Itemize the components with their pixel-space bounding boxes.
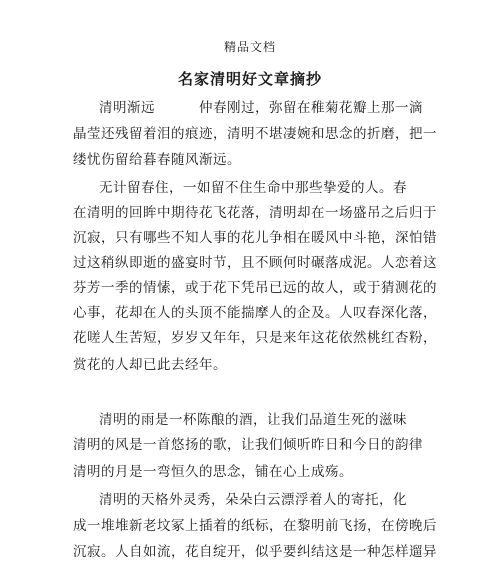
paragraph-line: 心事，花却在人的头顶不能揣摩人的企及。人叹春深化落， — [73, 305, 437, 321]
paragraph-line: 沉寂。人自如流，花自绽开，似乎要纠结这是一种怎样遛异 — [73, 544, 437, 560]
paragraph-line: 清明的雨是一杯陈酿的酒，让我们品道生死的滋味 — [99, 412, 407, 428]
paragraph-line: 过这稍纵即逝的盛宴时节，且不顾何时碾落成泥。人恋着这 — [73, 255, 437, 271]
paragraph-line: 芬芳一季的情愫，或于花下凭吊已远的故人，或于猜测花的 — [73, 280, 437, 296]
paragraph-line: 缕忧伤留给暮春随风渐远。 — [73, 152, 241, 168]
paragraph-line: 清明的月是一弯恒久的思念，铺在心上成殇。 — [73, 464, 353, 480]
section-subtitle: 清明渐远 — [99, 100, 155, 116]
paragraph-line: 仲春刚过，弥留在稚菊花瓣上那一滴 — [199, 100, 423, 116]
paragraph-line: 无计留春住，一如留不住生命中那些挚爱的人。春 — [99, 180, 407, 196]
paragraph-line: 在清明的回眸中期待花飞花落，清明却在一场盛吊之后归于 — [73, 205, 437, 221]
paragraph-line: 成一堆堆新老坟冢上插着的纸标，在黎明前飞扬，在傍晚后 — [73, 518, 437, 534]
paragraph-line: 赏花的人却已此去经年。 — [73, 357, 227, 373]
paragraph-line: 沉寂，只有哪些不知人事的花儿争相在暖风中斗艳，深怕错 — [73, 230, 437, 246]
page-header: 精品文档 — [223, 40, 276, 54]
paragraph-line: 清明的风是一首悠扬的歌，让我们倾听昨日和今日的韵律 — [73, 437, 423, 453]
article-title: 名家清明好文章摘抄 — [177, 70, 322, 88]
paragraph-line: 晶莹还残留着泪的痕迹，清明不堪凄婉和思念的折磨，把一 — [73, 126, 437, 142]
paragraph-line: 清明的天格外灵秀，朵朵白云漂浮着人的寄托，化 — [99, 492, 407, 508]
paragraph-line: 花嗟人生苦短，岁岁又年年，只是来年这花依然桃红杏粉， — [73, 330, 437, 346]
